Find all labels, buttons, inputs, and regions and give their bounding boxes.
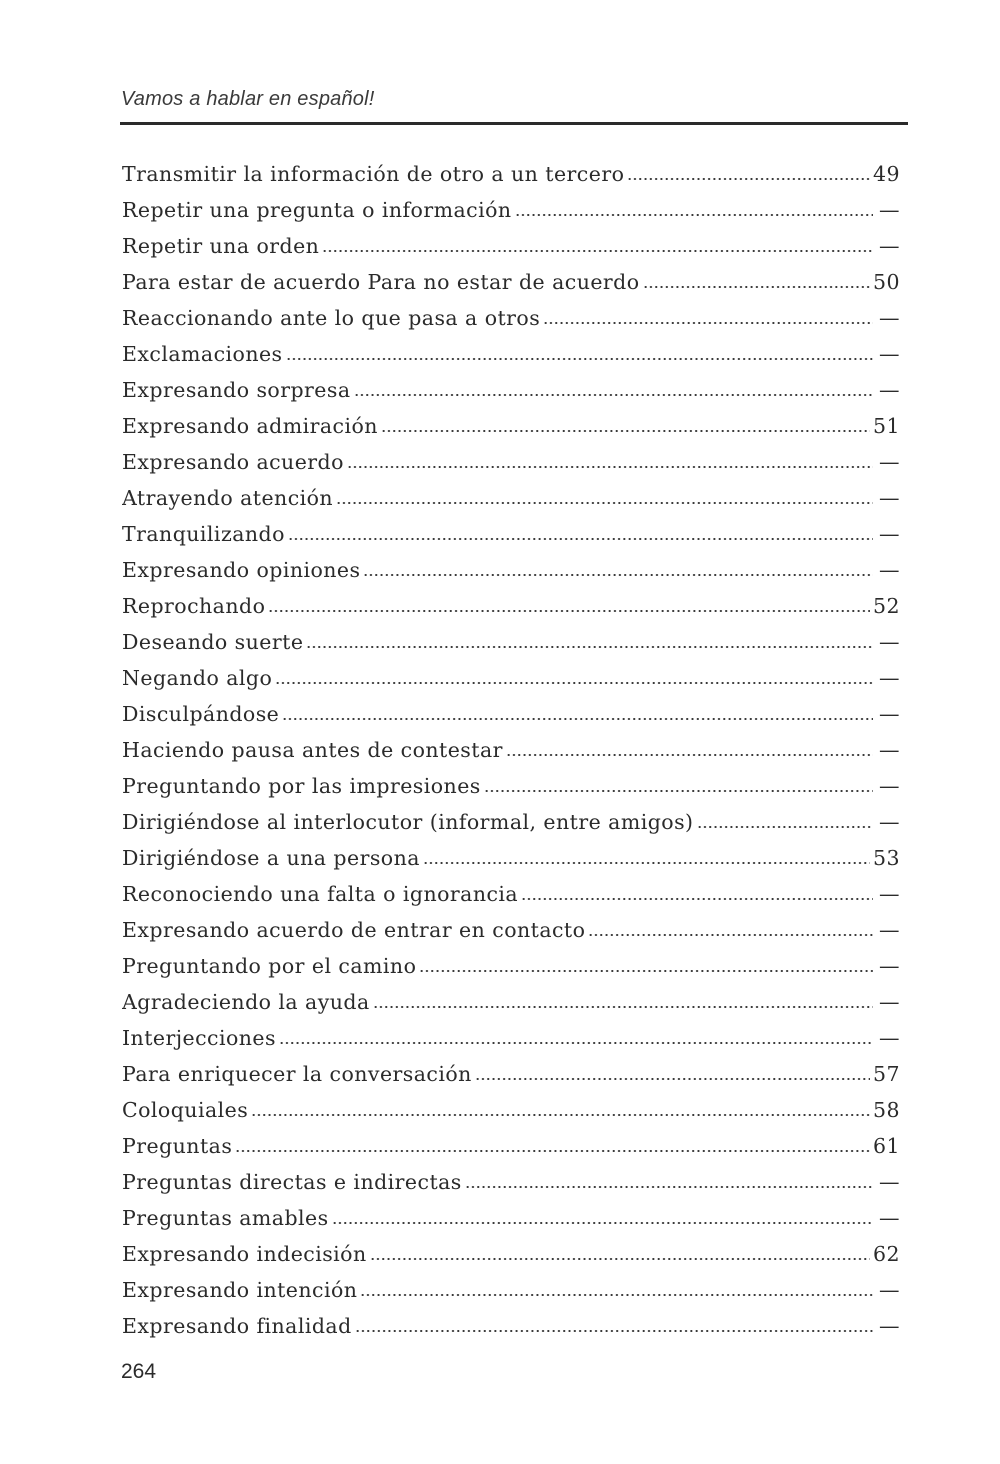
toc-entry [122, 1308, 900, 1344]
toc-entry-title: Dirigiéndose al interlocutor (informal, entre amigos) [122, 810, 694, 834]
toc-entry [122, 804, 900, 840]
toc-entry [122, 1200, 900, 1236]
dot-leader [521, 898, 873, 900]
dot-leader [515, 214, 873, 216]
toc-entry-page: — [879, 1026, 900, 1050]
toc-entry [122, 1128, 900, 1164]
toc-entry-title: Coloquiales [122, 1098, 249, 1122]
dot-leader [475, 1078, 870, 1080]
toc-entry [122, 336, 900, 372]
toc-entry-page: — [879, 918, 900, 942]
toc-entry-title: Reconociendo una falta o ignorancia [122, 882, 519, 906]
dot-leader [484, 790, 873, 792]
dot-leader [627, 178, 870, 180]
toc-entry-title: Preguntas [122, 1134, 233, 1158]
toc-entry-page: — [879, 630, 900, 654]
toc-entry-title: Preguntando por el camino [122, 954, 417, 978]
toc-entry-title: Preguntas amables [122, 1206, 329, 1230]
toc-entry-title: Transmitir la información de otro a un tercero [122, 162, 625, 186]
toc-entry-title: Reaccionando ante lo que pasa a otros [122, 306, 541, 330]
toc-entry-title: Reprochando [122, 594, 266, 618]
toc-entry-title: Preguntas directas e indirectas [122, 1170, 462, 1194]
toc-entry-title: Expresando finalidad [122, 1314, 352, 1338]
toc-entry [122, 264, 900, 300]
toc-entry-page: 51 [873, 414, 900, 438]
toc-entry [122, 156, 900, 192]
dot-leader [306, 646, 873, 648]
toc-entry [122, 1020, 900, 1056]
dot-leader [347, 466, 873, 468]
dot-leader [370, 1258, 870, 1260]
toc-entry [122, 516, 900, 552]
toc-entry-title: Expresando opiniones [122, 558, 361, 582]
toc-entry-title: Deseando suerte [122, 630, 304, 654]
toc-entry [122, 480, 900, 516]
toc-entry-title: Para estar de acuerdo Para no estar de acuerdo [122, 270, 640, 294]
dot-leader [275, 682, 873, 684]
toc-entry-page: — [879, 234, 900, 258]
toc-entry-page: — [879, 306, 900, 330]
dot-leader [381, 430, 870, 432]
toc-entry-page: — [879, 774, 900, 798]
toc-entry-page: — [879, 198, 900, 222]
toc-entry-page: 62 [873, 1242, 900, 1266]
dot-leader [251, 1114, 870, 1116]
toc-entry [122, 732, 900, 768]
toc-entry-title: Repetir una pregunta o información [122, 198, 512, 222]
dot-leader [282, 718, 873, 720]
toc-entry [122, 408, 900, 444]
toc-entry-page: — [879, 378, 900, 402]
toc-entry-title: Preguntando por las impresiones [122, 774, 481, 798]
dot-leader [363, 574, 873, 576]
toc-entry [122, 768, 900, 804]
toc-entry [122, 1164, 900, 1200]
toc-entry-page: — [879, 558, 900, 582]
toc-entry-page: 50 [873, 270, 900, 294]
toc-entry [122, 876, 900, 912]
toc-entry-title: Exclamaciones [122, 342, 283, 366]
toc-entry-page: 52 [873, 594, 900, 618]
toc-entry-page: 57 [873, 1062, 900, 1086]
toc-entry-title: Expresando acuerdo [122, 450, 344, 474]
toc-entry-page: 61 [873, 1134, 900, 1158]
toc-entry-page: — [879, 954, 900, 978]
toc-entry [122, 1272, 900, 1308]
dot-leader [697, 826, 873, 828]
running-head-title: Vamos a hablar en español! [121, 88, 375, 110]
toc-entry-title: Expresando admiración [122, 414, 378, 438]
dot-leader [235, 1150, 870, 1152]
toc-entry [122, 300, 900, 336]
dot-leader [354, 394, 873, 396]
toc-entry-page: — [879, 990, 900, 1014]
toc-entry-page: — [879, 1170, 900, 1194]
toc-entry [122, 444, 900, 480]
toc-entry [122, 948, 900, 984]
toc-entry [122, 1236, 900, 1272]
toc-entry-page: — [879, 702, 900, 726]
toc-entry [122, 228, 900, 264]
toc-entry-page: 49 [873, 162, 900, 186]
toc-entry [122, 372, 900, 408]
toc-entry [122, 552, 900, 588]
toc-entry-title: Negando algo [122, 666, 273, 690]
toc-entry [122, 192, 900, 228]
toc-entry-title: Dirigiéndose a una persona [122, 846, 420, 870]
table-of-contents [122, 156, 900, 1344]
dot-leader [279, 1042, 873, 1044]
dot-leader [465, 1186, 873, 1188]
page-number: 264 [121, 1360, 157, 1383]
toc-entry-page: — [879, 522, 900, 546]
toc-entry [122, 840, 900, 876]
toc-entry-page: — [879, 450, 900, 474]
dot-leader [286, 358, 873, 360]
toc-entry-title: Disculpándose [122, 702, 280, 726]
toc-entry [122, 912, 900, 948]
toc-entry-title: Interjecciones [122, 1026, 276, 1050]
dot-leader [588, 934, 873, 936]
toc-entry-title: Expresando sorpresa [122, 378, 351, 402]
toc-entry-title: Tranquilizando [122, 522, 285, 546]
toc-entry [122, 696, 900, 732]
dot-leader [322, 250, 873, 252]
dot-leader [355, 1330, 873, 1332]
dot-leader [543, 322, 873, 324]
toc-entry-title: Expresando indecisión [122, 1242, 367, 1266]
toc-entry-page: 53 [873, 846, 900, 870]
toc-entry-page: — [879, 810, 900, 834]
toc-entry-page: — [879, 666, 900, 690]
dot-leader [332, 1222, 873, 1224]
dot-leader [643, 286, 870, 288]
toc-entry-page: — [879, 1278, 900, 1302]
header-rule [120, 122, 908, 125]
dot-leader [336, 502, 873, 504]
toc-entry-title: Expresando intención [122, 1278, 358, 1302]
toc-entry [122, 984, 900, 1020]
toc-entry-title: Haciendo pausa antes de contestar [122, 738, 503, 762]
toc-entry [122, 1056, 900, 1092]
dot-leader [373, 1006, 873, 1008]
toc-entry-title: Para enriquecer la conversación [122, 1062, 472, 1086]
toc-entry-page: — [879, 486, 900, 510]
toc-entry-title: Atrayendo atención [122, 486, 334, 510]
dot-leader [419, 970, 873, 972]
dot-leader [423, 862, 870, 864]
toc-entry-page: — [879, 1206, 900, 1230]
dot-leader [288, 538, 873, 540]
toc-entry-title: Agradeciendo la ayuda [122, 990, 370, 1014]
toc-entry [122, 588, 900, 624]
dot-leader [268, 610, 870, 612]
toc-entry-page: — [879, 1314, 900, 1338]
toc-entry [122, 624, 900, 660]
toc-entry-page: — [879, 342, 900, 366]
toc-entry-title: Repetir una orden [122, 234, 320, 258]
toc-entry-page: — [879, 738, 900, 762]
toc-entry-page: 58 [873, 1098, 900, 1122]
toc-entry-title: Expresando acuerdo de entrar en contacto [122, 918, 586, 942]
toc-entry [122, 1092, 900, 1128]
dot-leader [360, 1294, 873, 1296]
toc-entry [122, 660, 900, 696]
dot-leader [506, 754, 873, 756]
toc-entry-page: — [879, 882, 900, 906]
